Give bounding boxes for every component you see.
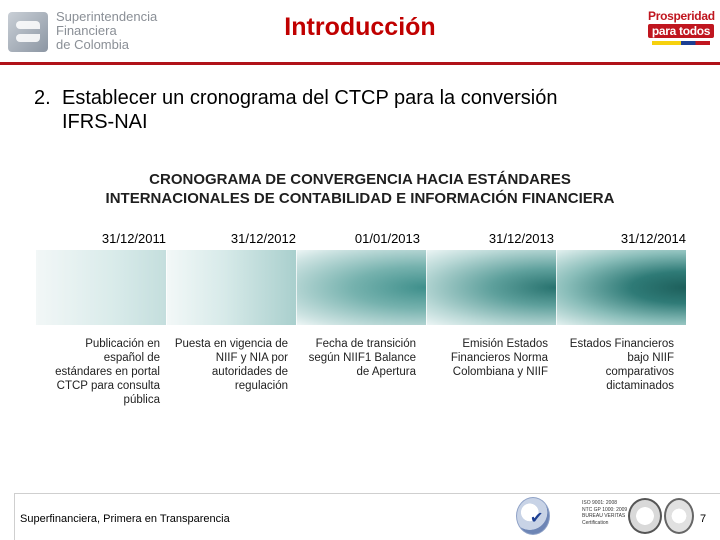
header-divider <box>0 62 720 65</box>
timeline-date: 31/12/2013 <box>488 231 554 246</box>
certification-text: ISO 9001: 2008 NTC GP 1000: 2009 BUREAU VERITAS Certification <box>582 500 628 526</box>
timeline-description: Emisión Estados Financieros Norma Colombiana y NIIF <box>450 338 548 378</box>
timeline-divider <box>426 250 427 325</box>
prosperidad-logo-line-2: para todos <box>648 24 714 38</box>
page-number: 7 <box>700 513 707 525</box>
timeline-date: 01/01/2013 <box>354 231 420 246</box>
checkmark-icon: ✔ <box>530 510 544 527</box>
logo-line-2: Financiera <box>56 23 117 38</box>
timeline-band <box>166 250 296 325</box>
certification-seal-icon <box>664 498 694 534</box>
timeline-band <box>426 250 556 325</box>
bureau-veritas-seal-icon <box>628 498 662 534</box>
timeline-date: 31/12/2014 <box>620 231 686 246</box>
timeline-description: Estados Financieros bajo NIIF comparativos dictaminados <box>569 338 674 392</box>
section-heading <box>34 86 694 134</box>
timeline-date: 31/12/2012 <box>230 231 296 246</box>
timeline-band <box>556 250 686 325</box>
colombia-flag-icon <box>652 41 710 45</box>
timeline-date: 31/12/2011 <box>101 231 166 246</box>
timeline-dates <box>36 231 686 249</box>
logo-line-3: de Colombia <box>56 37 129 52</box>
timeline-divider <box>166 250 167 325</box>
chronogram-title <box>40 170 680 208</box>
chronogram-title-line-1: CRONOGRAMA DE CONVERGENCIA HACIA ESTÁNDARES <box>149 171 571 188</box>
logo-line-1: Superintendencia <box>56 9 158 24</box>
chronogram-title-line-2: INTERNACIONALES DE CONTABILIDAD E INFORMACIÓN FINANCIERA <box>105 190 615 207</box>
timeline-description: Publicación en español de estándares en portal CTCP para consulta pública <box>55 338 160 406</box>
prosperidad-logo <box>648 10 714 50</box>
timeline-band <box>296 250 426 325</box>
section-heading-line-1: Establecer un cronograma del CTCP para la conversión <box>62 87 558 109</box>
slide-title: Introducción <box>284 13 436 41</box>
timeline-description: Puesta en vigencia de NIIF y NIA por autoridades de regulación <box>174 338 288 392</box>
timeline-divider <box>296 250 297 325</box>
section-heading-line-2: IFRS-NAI <box>62 111 148 133</box>
timeline-band <box>36 250 166 325</box>
prosperidad-logo-line-1: Prosperidad <box>648 9 715 23</box>
timeline-divider <box>556 250 557 325</box>
timeline-description: Fecha de transición según NIIF1 Balance de Apertura <box>308 338 416 378</box>
footer-text: Superfinanciera, Primera en Transparencia <box>20 513 230 525</box>
section-number: 2. <box>34 87 51 109</box>
